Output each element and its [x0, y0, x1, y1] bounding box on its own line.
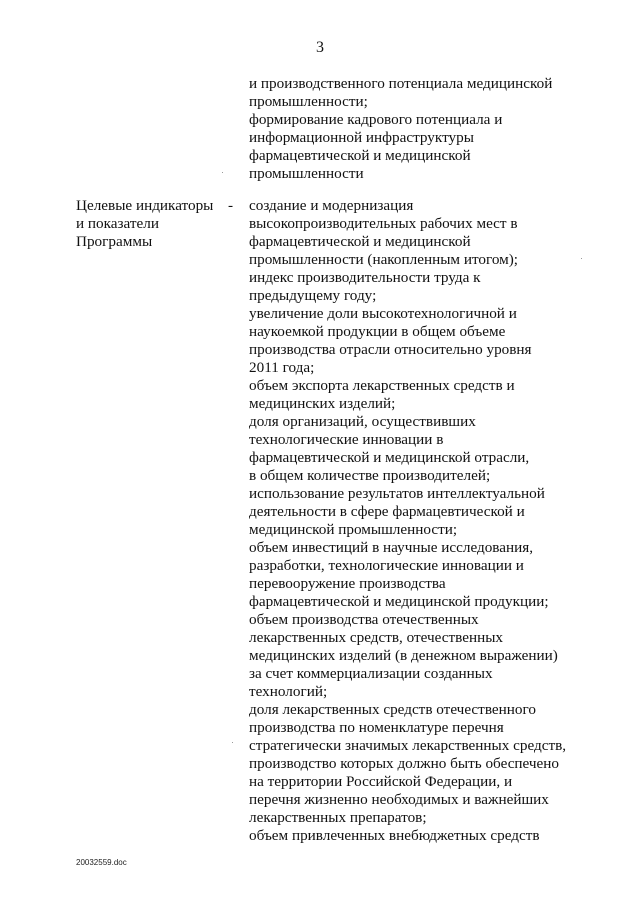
indicator-line: перевооружение производства [249, 575, 446, 592]
indicator-line: объем привлеченных внебюджетных средств [249, 827, 540, 844]
indicator-line: технологические инновации в [249, 431, 444, 448]
document-filename: 20032559.doc [76, 858, 127, 867]
indicator-line: фармацевтической и медицинской [249, 233, 471, 250]
indicator-line: объем производства отечественных [249, 611, 479, 628]
row-separator-dash: - [228, 197, 234, 214]
indicator-line: наукоемкой продукции в общем объеме [249, 323, 506, 340]
indicator-line: технологий; [249, 683, 328, 700]
indicators-label [76, 197, 213, 251]
scan-speck [222, 172, 223, 173]
scan-speck [581, 258, 582, 259]
text-line: фармацевтической и медицинской [249, 147, 471, 164]
label-line: Целевые индикаторы [76, 197, 214, 214]
label-line: и показатели [76, 215, 159, 232]
indicator-line: производства отрасли относительно уровня [249, 341, 532, 358]
text-line: промышленности; [249, 93, 368, 110]
indicator-line: доля организаций, осуществивших [249, 413, 476, 430]
indicator-line: увеличение доли высокотехнологичной и [249, 305, 517, 322]
text-line: промышленности [249, 165, 364, 182]
indicator-line: деятельности в сфере фармацевтической и [249, 503, 525, 520]
indicator-line: медицинских изделий; [249, 395, 396, 412]
indicator-line: на территории Российской Федерации, и [249, 773, 513, 790]
indicator-line: в общем количестве производителей; [249, 467, 491, 484]
indicator-line: производства по номенклатуре перечня [249, 719, 504, 736]
text-line: информационной инфраструктуры [249, 129, 474, 146]
indicators-list [249, 197, 566, 845]
indicator-line: создание и модернизация [249, 197, 414, 214]
indicator-line: лекарственных средств, отечественных [249, 629, 504, 646]
goals-continuation-text [249, 75, 552, 183]
scan-speck [232, 742, 233, 743]
indicator-line: промышленности (накопленным итогом); [249, 251, 519, 268]
label-line: Программы [76, 233, 153, 250]
indicator-line: объем экспорта лекарственных средств и [249, 377, 515, 394]
indicator-line: стратегически значимых лекарственных средств, [249, 737, 567, 754]
indicator-line: фармацевтической и медицинской продукции; [249, 593, 549, 610]
indicator-line: доля лекарственных средств отечественного [249, 701, 536, 718]
indicator-line: фармацевтической и медицинской отрасли, [249, 449, 530, 466]
indicator-line: использование результатов интеллектуальной [249, 485, 545, 502]
indicator-line: объем инвестиций в научные исследования, [249, 539, 534, 556]
page-number: 3 [316, 39, 324, 56]
indicator-line: за счет коммерциализации созданных [249, 665, 493, 682]
indicator-line: медицинских изделий (в денежном выражении) [249, 647, 558, 664]
indicator-line: 2011 года; [249, 359, 315, 376]
indicator-line: перечня жизненно необходимых и важнейших [249, 791, 549, 808]
indicator-line: предыдущему году; [249, 287, 377, 304]
indicator-line: индекс производительности труда к [249, 269, 481, 286]
indicator-line: разработки, технологические инновации и [249, 557, 524, 574]
indicator-line: производство которых должно быть обеспечено [249, 755, 560, 772]
indicator-line: высокопроизводительных рабочих мест в [249, 215, 518, 232]
text-line: формирование кадрового потенциала и [249, 111, 503, 128]
indicator-line: лекарственных препаратов; [249, 809, 427, 826]
indicator-line: медицинской промышленности; [249, 521, 458, 538]
text-line: и производственного потенциала медицинской [249, 75, 553, 92]
